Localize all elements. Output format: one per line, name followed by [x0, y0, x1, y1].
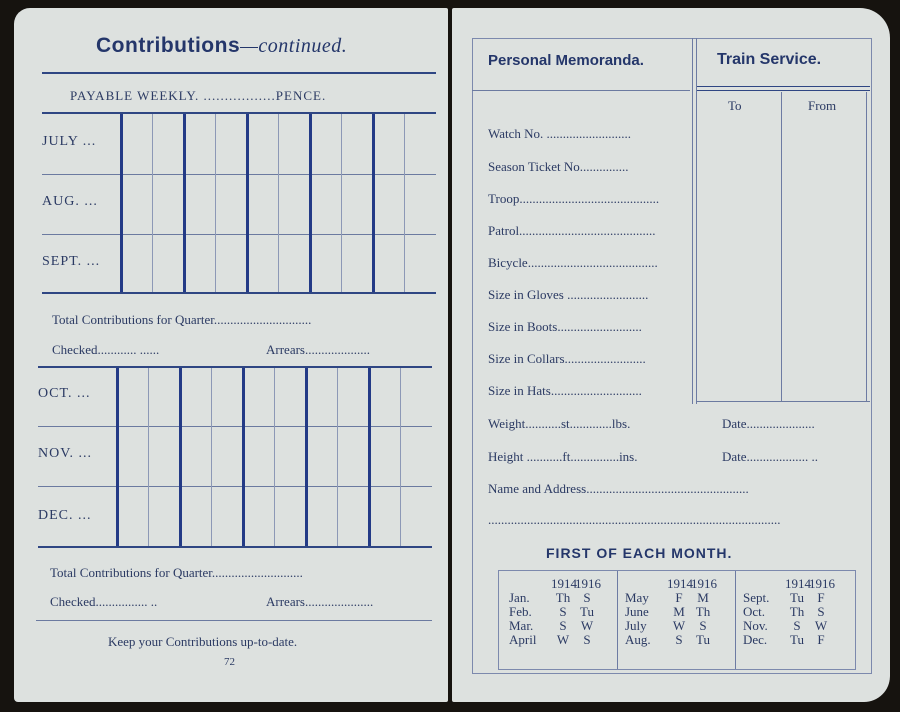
cal-day-1916: W	[580, 618, 594, 633]
calendar-row	[625, 591, 715, 605]
month-sept: SEPT. ...	[42, 254, 101, 269]
field-size-hats: Size in Hats............................	[488, 383, 642, 398]
week-divider	[120, 114, 123, 292]
field-name-address: Name and Address..................................................	[488, 481, 749, 496]
year-1914: 1914	[667, 576, 693, 591]
cal-day-1914: S	[675, 632, 683, 647]
cal-month: Mar.	[509, 618, 534, 633]
cal-day-1916: W	[814, 618, 828, 633]
page-number: 72	[224, 656, 235, 668]
cal-month: Dec.	[743, 632, 768, 647]
calendar-divider	[735, 571, 736, 669]
week-half	[152, 114, 153, 292]
cal-day-1916: Th	[695, 604, 711, 619]
cal-month: Jan.	[509, 590, 530, 605]
column-divider	[696, 38, 697, 404]
week-divider	[368, 368, 371, 546]
calendar-row	[743, 633, 833, 647]
year-1914: 1914	[551, 576, 577, 591]
field-height: Height ...........ft...............ins.	[488, 449, 638, 464]
total-contributions-q4: Total Contributions for Quarter............................	[50, 565, 303, 580]
week-half	[215, 114, 216, 292]
calendar-title: FIRST OF EACH MONTH.	[546, 545, 733, 561]
month-aug: AUG. ...	[42, 194, 98, 209]
field-weight: Weight...........st.............lbs.	[488, 416, 631, 431]
contributions-title	[96, 34, 347, 58]
train-table-edge	[866, 92, 867, 402]
month-dec: DEC. ...	[38, 508, 92, 523]
week-divider	[246, 114, 249, 292]
checked-q3: Checked............ ......	[52, 342, 160, 357]
cal-month: Nov.	[743, 618, 768, 633]
week-half	[400, 368, 401, 546]
checked-q4: Checked................ ..	[50, 594, 158, 609]
cal-day-1914: S	[559, 618, 567, 633]
field-weight-date: Date.....................	[722, 416, 815, 431]
calendar-col-1	[509, 577, 599, 647]
train-col-from: From	[808, 98, 837, 113]
calendar-row	[509, 619, 599, 633]
rule-top	[42, 72, 436, 74]
arrears-q4: Arrears.....................	[266, 594, 374, 609]
grid-q4	[38, 368, 432, 546]
cal-day-1916: F	[817, 590, 825, 605]
week-divider	[179, 368, 182, 546]
field-size-gloves: Size in Gloves .........................	[488, 287, 649, 302]
arrears-q3: Arrears....................	[266, 342, 370, 357]
week-half	[337, 368, 338, 546]
row-divider	[42, 174, 436, 175]
calendar-row	[509, 591, 599, 605]
cal-month: July	[625, 618, 647, 633]
personal-memoranda-title: Personal Memoranda.	[488, 52, 644, 69]
row-divider	[42, 234, 436, 235]
calendar-col-2	[625, 577, 715, 647]
calendar-row	[509, 633, 599, 647]
year-1916: 1916	[809, 576, 835, 591]
cal-day-1914: W	[556, 632, 570, 647]
total-contributions-q3: Total Contributions for Quarter..............................	[52, 312, 312, 327]
week-half	[278, 114, 279, 292]
cal-month: April	[509, 632, 537, 647]
cal-month: Oct.	[743, 604, 766, 619]
month-july: JULY ...	[42, 134, 97, 149]
field-patrol: Patrol..........................................	[488, 223, 656, 238]
week-half	[274, 368, 275, 546]
week-divider	[183, 114, 186, 292]
calendar-divider	[617, 571, 618, 669]
payable-weekly: PAYABLE WEEKLY. .................PENCE.	[70, 88, 327, 103]
year-1914: 1914	[785, 576, 811, 591]
calendar-box	[498, 570, 856, 670]
cal-day-1914: S	[559, 604, 567, 619]
rule-grid-bottom	[42, 292, 436, 294]
year-1916: 1916	[575, 576, 601, 591]
field-bicycle: Bicycle........................................	[488, 255, 658, 270]
footer-rule	[36, 620, 432, 621]
train-col-to: To	[728, 98, 742, 113]
column-divider	[692, 38, 693, 404]
cal-day-1916: S	[583, 590, 591, 605]
cal-day-1916: Tu	[696, 632, 710, 647]
calendar-row	[625, 605, 715, 619]
week-divider	[309, 114, 312, 292]
cal-day-1914: Tu	[790, 590, 804, 605]
field-watch-no: Watch No. ..........................	[488, 126, 632, 141]
train-rule-1	[696, 86, 870, 87]
cal-month: May	[625, 590, 649, 605]
cal-day-1916: Tu	[580, 604, 594, 619]
cal-day-1916: S	[583, 632, 591, 647]
month-nov: NOV. ...	[38, 446, 93, 461]
right-page	[452, 8, 890, 702]
month-oct: OCT. ...	[38, 386, 91, 401]
cal-month: Sept.	[743, 590, 770, 605]
title-italic: —continued.	[240, 35, 348, 57]
grid-q3	[42, 114, 436, 294]
cal-day-1914: W	[672, 618, 686, 633]
row-divider	[38, 486, 432, 487]
cal-day-1914: Th	[789, 604, 805, 619]
footer-note: Keep your Contributions up-to-date.	[108, 634, 298, 649]
field-size-collars: Size in Collars.........................	[488, 351, 646, 366]
calendar-row	[625, 619, 715, 633]
train-table-bottom	[696, 401, 870, 402]
field-size-boots: Size in Boots..........................	[488, 319, 642, 334]
cal-month: Aug.	[625, 632, 651, 647]
week-half	[211, 368, 212, 546]
field-height-date: Date................... ..	[722, 449, 819, 464]
calendar-col-3	[743, 577, 833, 647]
title-bold: Contributions	[96, 34, 241, 57]
train-col-divider	[781, 92, 782, 402]
cal-day-1914: S	[793, 618, 801, 633]
week-half	[148, 368, 149, 546]
field-blank-line: ..........................................................................................	[488, 512, 781, 527]
rule-grid-bottom-2	[38, 546, 432, 548]
calendar-row	[509, 605, 599, 619]
cal-day-1914: Th	[555, 590, 571, 605]
calendar-row	[743, 605, 833, 619]
week-divider	[372, 114, 375, 292]
train-rule-2	[696, 90, 870, 91]
cal-month: Feb.	[509, 604, 532, 619]
calendar-row	[743, 591, 833, 605]
week-divider	[116, 368, 119, 546]
cal-month: June	[625, 604, 649, 619]
cal-day-1914: M	[673, 604, 685, 619]
year-1916: 1916	[691, 576, 717, 591]
cal-day-1916: F	[817, 632, 825, 647]
week-half	[341, 114, 342, 292]
cal-day-1914: F	[675, 590, 683, 605]
calendar-row	[625, 633, 715, 647]
calendar-row	[743, 619, 833, 633]
week-half	[404, 114, 405, 292]
week-divider	[242, 368, 245, 546]
cal-day-1914: Tu	[790, 632, 804, 647]
cal-day-1916: S	[699, 618, 707, 633]
left-page	[14, 8, 448, 702]
row-divider	[38, 426, 432, 427]
cal-day-1916: M	[697, 590, 709, 605]
train-service-title: Train Service.	[717, 51, 822, 68]
cal-day-1916: S	[817, 604, 825, 619]
memoranda-rule	[472, 90, 690, 91]
field-season-ticket: Season Ticket No...............	[488, 159, 629, 174]
field-troop: Troop...........................................	[488, 191, 660, 206]
week-divider	[305, 368, 308, 546]
